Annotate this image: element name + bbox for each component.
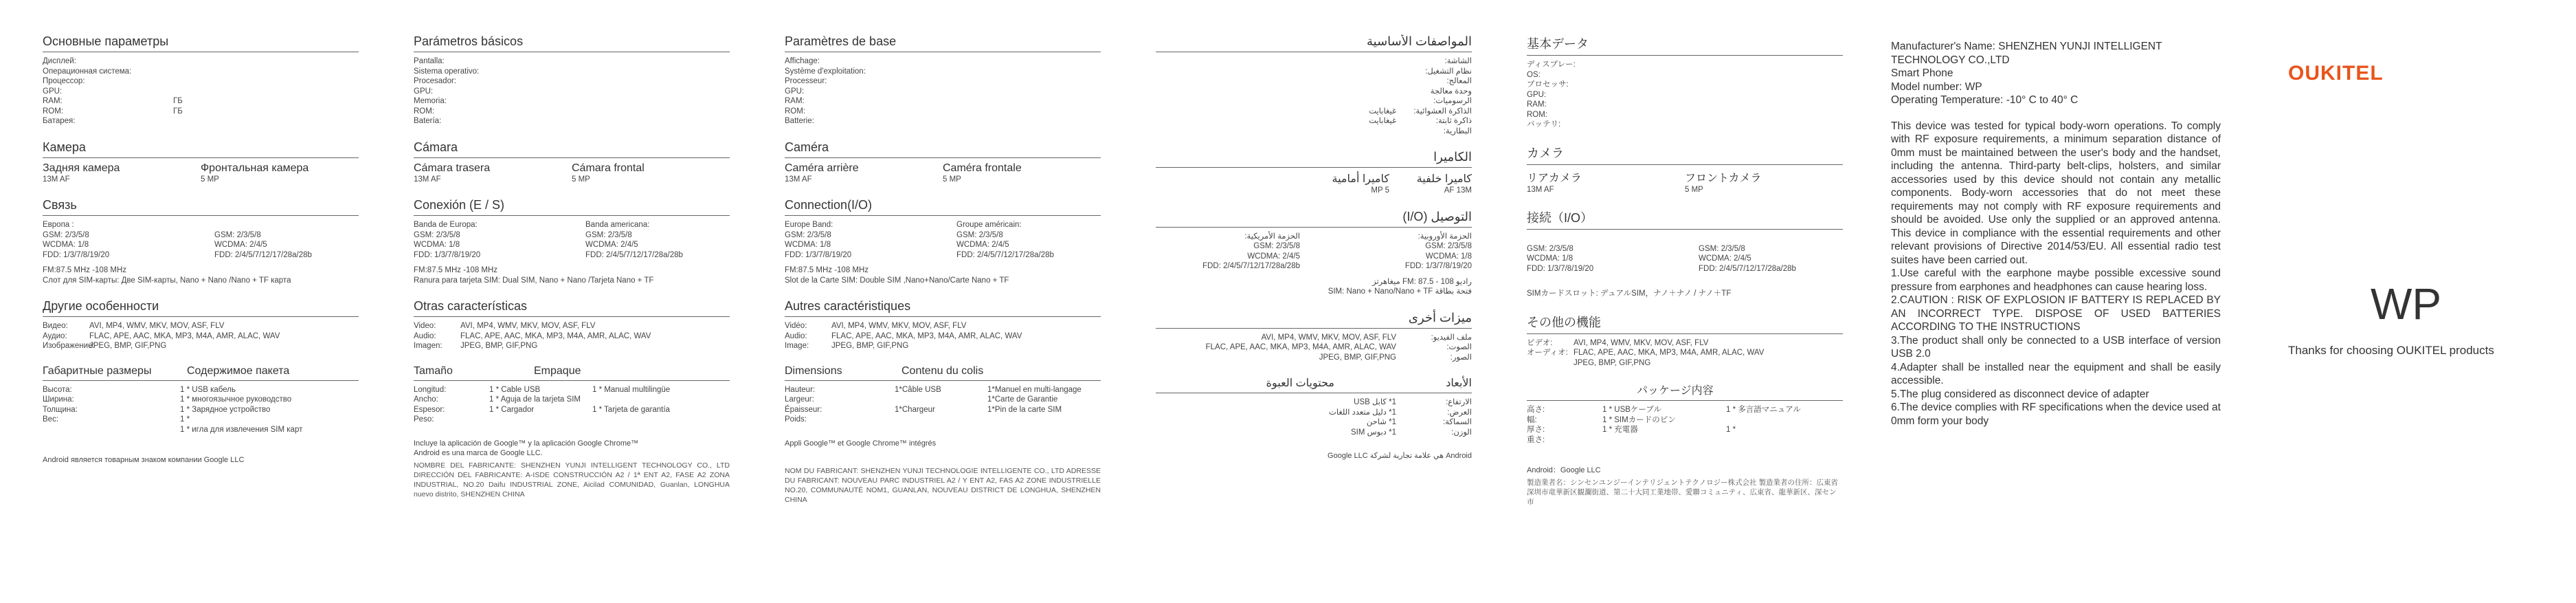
spec-label: Procesador: — [414, 77, 457, 85]
package-list: 1 * Cable USB 1 * Aguja de la tarjeta SIM 1 * Cargador — [489, 385, 581, 414]
spec-label: Affichage: — [785, 57, 820, 65]
spec-label: バッテリ: — [1527, 120, 1561, 129]
sim-slot: فتحة بطاقة SIM: Nano + Nano/Nano + TF — [1328, 287, 1472, 296]
spec-label: وحدة معالجة الرسوميات: — [1430, 87, 1472, 105]
other-features-title: Otras características — [414, 299, 528, 313]
spec-label: الشاشة: — [1444, 57, 1472, 65]
basic-params-list — [43, 56, 359, 127]
feature-label: الصوت: — [1446, 343, 1472, 351]
panel-cover — [2254, 0, 2556, 603]
rear-camera-label: リアカメラ — [1527, 172, 1582, 184]
other-features-title: ميزات أخرى — [1408, 310, 1472, 325]
band-europe: الحزمة الأوروبية: GSM: 2/3/5/8 WCDMA: 1/8 FDD: 1/3/7/8/19/20 — [1404, 232, 1472, 270]
other-features-title: その他の機能 — [1527, 315, 1601, 329]
other-features-title: Autres caractéristiques — [785, 299, 911, 313]
feature-value: JPEG, BMP, GIF,PNG — [89, 342, 167, 350]
spec-label: RAM: — [1527, 100, 1547, 109]
manufacturer-info: NOMBRE DEL FABRICANTE: SHENZHEN YUNJI INTELLIGENT TECHNOLOGY CO., LTD DIRECCIÓN DEL FABRICANTE: A-ISDE CONSTRUCCIÓN A2 / 1ª ENT A2, FASE A2 ZONA INDUSTRIAL, NO.20 Daifu INDUSTRIAL ZONE, Aicilad COMUNIDAD, Guanlan, LONGHUA nuevo distrito, SHENZHEN CHINA — [414, 461, 730, 498]
front-camera-label: Фронтальная камера — [201, 162, 309, 174]
dimensions-list: Hauteur: Largeur: Épaisseur: Poids: — [785, 385, 822, 424]
feature-value: JPEG, BMP, GIF,PNG — [460, 342, 538, 350]
google-note: Incluye la aplicación de Google™ y la aplicación Google Chrome™ — [414, 439, 639, 448]
dimensions-list: 高さ: 幅: 厚さ: 重さ: — [1527, 406, 1545, 444]
spec-label: GPU: — [43, 87, 63, 96]
front-camera-value: 5 MP — [943, 175, 961, 184]
divider — [1527, 333, 1843, 334]
panel-arabic — [1156, 34, 1472, 578]
front-camera-label: كاميرا أمامية — [1332, 173, 1389, 185]
divider — [1156, 328, 1472, 329]
spec-label: ROM: — [43, 107, 64, 116]
spec-label: GPU: — [785, 87, 805, 96]
panel-russian — [43, 34, 359, 578]
package-list-2: 1 * Manual multilingüe 1 * Tarjeta de garantía — [592, 385, 671, 414]
panel-japanese — [1527, 34, 1843, 578]
spec-label: Процессор: — [43, 77, 85, 85]
fm-range: FM:87.5 MHz -108 MHz — [43, 266, 127, 274]
thanks-message: Thanks for choosing OUKITEL products — [2288, 344, 2494, 357]
spec-label: Batería: — [414, 117, 442, 125]
warning-item: 6.The device complies with RF specifications when the device used at 0mm form your body — [1891, 402, 2221, 427]
sim-slot: Ranura para tarjeta SIM: Dual SIM, Nano + Nano /Tarjeta Nano + TF — [414, 276, 654, 285]
package-title: Содержимое пакета — [187, 364, 290, 377]
dimensions-title: Габаритные размеры — [43, 364, 152, 377]
feature-label: Аудио: — [43, 331, 67, 340]
package-list: 1 * USB кабель 1 * многоязычное руководство 1 * Зарядное устройство 1 * 1 * игла для извлечения SIM карт — [180, 385, 303, 434]
divider — [414, 316, 730, 317]
divider — [414, 215, 730, 216]
product-type: Smart Phone — [1891, 67, 1953, 79]
divider — [785, 215, 1101, 216]
divider — [43, 380, 359, 381]
trademark-note: Android es una marca de Google LLC. — [414, 448, 543, 457]
divider — [1156, 227, 1472, 228]
feature-label: Vidéo: — [785, 322, 807, 330]
feature-label: Изображение: — [43, 342, 95, 350]
spec-label: ROM: — [1527, 110, 1548, 119]
spec-label: GPU: — [1527, 90, 1547, 99]
model-name: WP — [2371, 279, 2442, 329]
band-europe: Banda de Europa: GSM: 2/3/5/8 WCDMA: 1/8 FDD: 1/3/7/8/19/20 — [414, 221, 481, 259]
spec-label: الذاكرة العشوائية: — [1413, 107, 1472, 116]
spec-label: Дисплей: — [43, 57, 76, 65]
dimensions-list: Высота: Ширина: Толщина: Вес: — [43, 385, 78, 424]
spec-label: ROM: — [785, 107, 806, 116]
fm-range: راديو FM: 87.5 - 108 ميغاهرتز — [1372, 277, 1472, 286]
spec-label: نظام التشغيل: — [1425, 67, 1472, 76]
spec-label: RAM: — [785, 97, 805, 105]
feature-value: FLAC, APE, AAC, MKA, MP3, M4A, AMR, ALAC, WAV — [1573, 349, 1765, 357]
spec-label: المعالج: — [1446, 77, 1472, 85]
dimensions-title: Tamaño — [414, 364, 453, 377]
trademark-note: Android هي علامة تجارية لشركة Google LLC — [1328, 452, 1472, 460]
feature-value: AVI, MP4, WMV, MKV, MOV, ASF, FLV — [1261, 333, 1396, 342]
model-number: Model number: WP — [1891, 80, 1982, 93]
front-camera-value: 5 MP — [1685, 185, 1703, 194]
manufacturer-name: Manufacturer's Name: SHENZHEN YUNJI INTELLIGENT TECHNOLOGY CO.,LTD — [1891, 41, 2162, 66]
band-america: Banda americana: GSM: 2/3/5/8 WCDMA: 2/4/5 FDD: 2/4/5/7/12/17/28a/28b — [585, 221, 683, 259]
camera-title: Камера — [43, 140, 86, 154]
feature-value: FLAC, APE, AAC, MKA, MP3, M4A, AMR, ALAC, WAV — [831, 331, 1022, 340]
divider — [1527, 164, 1843, 165]
band-europe: Европа : GSM: 2/3/5/8 WCDMA: 1/8 FDD: 1/3/7/8/19/20 — [43, 221, 110, 259]
feature-label: Imagen: — [414, 342, 443, 350]
front-camera-label: フロントカメラ — [1685, 172, 1762, 184]
basic-params-title: Parámetros básicos — [414, 34, 524, 48]
warning-item: 4.Adapter shall be installed near the equipment and shall be easily accessible. — [1891, 361, 2221, 386]
certification-info — [1891, 40, 2221, 107]
spec-label: Операционная система: — [43, 67, 132, 76]
basic-params-title: Paramètres de base — [785, 34, 897, 48]
rear-camera-label: كاميرا خلفية — [1416, 173, 1472, 185]
package-title: محتويات العبوة — [1266, 377, 1334, 389]
sim-slot: Slot de la Carte SIM: Double SIM ,Nano+Nano/Carte Nano + TF — [785, 276, 1009, 285]
divider — [414, 157, 730, 158]
fm-range: FM:87.5 MHz -108 MHz — [785, 266, 869, 274]
feature-value: AVI, MP4, WMV, MKV, MOV, ASF, FLV — [1573, 338, 1709, 347]
spec-label: Sistema operativo: — [414, 67, 480, 76]
manufacturer-info: NOM DU FABRICANT: SHENZHEN YUNJI TECHNOLOGIE INTELLIGENTE CO., LTD ADRESSE DU FABRICANT: NOUVEAU PARC INDUSTRIEL A2 / Y ENT A2, FAS A2 ZONE INDUSTRIELLE NO.20, COMMUNAUTÉ NOM1, GUANLAN, NOUVEAU DISTRICT DE LONGHUA, SHENZHEN CHINA — [785, 466, 1101, 504]
spec-label: OS: — [1527, 70, 1541, 79]
camera-title: الكاميرا — [1433, 150, 1472, 164]
feature-label: Video: — [414, 322, 436, 330]
feature-value: AVI, MP4, WMV, MKV, MOV, ASF, FLV — [831, 322, 967, 330]
connection-title: التوصيل (I/O) — [1402, 209, 1472, 223]
trademark-note: Android：Google LLC — [1527, 466, 1601, 474]
rear-camera-label: Cámara trasera — [414, 162, 491, 174]
basic-params-title: المواصفات الأساسية — [1366, 34, 1472, 48]
feature-value: AVI, MP4, WMV, MKV, MOV, ASF, FLV — [89, 322, 225, 330]
package-list-2: 1*Manuel en multi-langage 1*Carte de Garantie 1*Pin de la carte SIM — [987, 385, 1082, 414]
band-europe: Europe Band: GSM: 2/3/5/8 WCDMA: 1/8 FDD: 1/3/7/8/19/20 — [785, 221, 852, 259]
feature-value: AVI, MP4, WMV, MKV, MOV, ASF, FLV — [460, 322, 596, 330]
divider — [785, 316, 1101, 317]
panel-english-compliance — [1891, 40, 2221, 583]
dimensions-list: الارتفاع: العرض: السماكة: الوزن: — [1443, 398, 1472, 437]
rear-camera-label: Caméra arrière — [785, 162, 859, 174]
spec-label: GPU: — [414, 87, 434, 96]
other-features-title: Другие особенности — [43, 299, 159, 313]
spec-label: Батарея: — [43, 117, 76, 125]
connection-title: 接続（I/O） — [1527, 211, 1593, 225]
panel-french — [785, 34, 1101, 578]
divider — [43, 316, 359, 317]
feature-value: JPEG, BMP, GIF,PNG — [1573, 358, 1651, 367]
feature-label: Audio: — [785, 331, 807, 340]
feature-value: FLAC, APE, AAC, MKA, MP3, M4A, AMR, ALAC, WAV — [460, 331, 651, 340]
basic-params-title: 基本データ — [1527, 37, 1589, 51]
panel-spanish — [414, 34, 730, 578]
band-europe: GSM: 2/3/5/8 WCDMA: 1/8 FDD: 1/3/7/8/19/20 — [1527, 244, 1594, 273]
rear-camera-value: 13M AF — [414, 175, 441, 184]
brand-logo: OUKITEL — [2288, 62, 2384, 85]
warning-item: 2.CAUTION : RISK OF EXPLOSION IF BATTERY IS REPLACED BY AN INCORRECT TYPE. DISPOSE OF USED BATTERIES ACCORDING TO THE INSTRUCTIONS — [1891, 294, 2221, 333]
spec-value: ГБ — [173, 107, 183, 116]
basic-params-title: Основные параметры — [43, 34, 169, 48]
divider — [785, 157, 1101, 158]
feature-value: FLAC, APE, AAC, MKA, MP3, M4A, AMR, ALAC, WAV — [89, 331, 280, 340]
band-america: GSM: 2/3/5/8 WCDMA: 2/4/5 FDD: 2/4/5/7/12/17/28a/28b — [214, 230, 312, 259]
dimensions-list: Longitud: Ancho: Espesor: Peso: — [414, 385, 447, 424]
band-america: GSM: 2/3/5/8 WCDMA: 2/4/5 FDD: 2/4/5/7/12/17/28a/28b — [1699, 244, 1796, 273]
rf-exposure-statement: This device was tested for typical body-worn operations. To comply with RF exposure requirements, a minimum separation distance of 0mm must be maintained between the user's body and the handset, including the antenna. Third-party belt-clips, holsters, and similar accessories used by this device should not contain any metallic components. Body-worn accessories that do not meet these requirements may not comply with RF exposure requirements and should be avoided. Use only the supplied or an approved antenna. This device in compliance with the essential requirements and other relevant provisions of Directive 2014/53/EU. All essential radio test suites have been carried out. — [1891, 120, 2221, 266]
spec-label: البطارية: — [1443, 127, 1472, 135]
front-camera-value: MP 5 — [1371, 186, 1389, 195]
divider — [785, 380, 1101, 381]
spec-label: Pantalla: — [414, 57, 445, 65]
dimensions-title: Dimensions — [785, 364, 842, 377]
front-camera-value: 5 MP — [572, 175, 590, 184]
rear-camera-value: AF 13M — [1444, 186, 1472, 195]
band-america: Groupe américain: GSM: 2/3/5/8 WCDMA: 2/4/5 FDD: 2/4/5/7/12/17/28a/28b — [956, 221, 1054, 259]
dimensions-title: الأبعاد — [1446, 377, 1472, 389]
camera-title: カメラ — [1527, 146, 1564, 160]
warning-item: 3.The product shall only be connected to a USB interface of version USB 2.0 — [1891, 334, 2221, 360]
spec-label: Processeur: — [785, 77, 827, 85]
operating-temperature: Operating Temperature: -10° C to 40° C — [1891, 94, 2079, 106]
divider — [1156, 167, 1472, 168]
connection-title: Connection(I/O) — [785, 198, 873, 212]
rear-camera-value: 13M AF — [785, 175, 812, 184]
spec-value: غيغابايت — [1369, 107, 1396, 116]
divider — [43, 215, 359, 216]
front-camera-label: Cámara frontal — [572, 162, 645, 174]
band-america: الحزمة الأمريكية: GSM: 2/3/5/8 WCDMA: 2/4/5 FDD: 2/4/5/7/12/17/28a/28b — [1202, 232, 1300, 270]
divider — [43, 157, 359, 158]
safety-warnings — [1891, 267, 2221, 428]
front-camera-label: Caméra frontale — [943, 162, 1022, 174]
sim-slot: SIMカードスロット: デュアルSIM，ナノ＋ナノ / ナノ＋TF — [1527, 289, 1732, 298]
divider — [1527, 400, 1843, 401]
feature-label: Image: — [785, 342, 809, 350]
feature-label: ملف الفيديو: — [1431, 333, 1472, 342]
package-title: Contenu du colis — [901, 364, 984, 377]
feature-value: JPEG, BMP, GIF,PNG — [831, 342, 909, 350]
spec-label: ディスプレー: — [1527, 61, 1576, 69]
spec-label: Memoria: — [414, 97, 447, 105]
google-note: Appli Google™ et Google Chrome™ intégrés — [785, 439, 937, 448]
feature-label: ビデオ: — [1527, 338, 1553, 347]
feature-value: JPEG, BMP, GIF,PNG — [1319, 353, 1396, 362]
divider — [1527, 55, 1843, 56]
sim-slot: Слот для SIM-карты: Две SIM-карты, Nano + Nano /Nano + TF карта — [43, 276, 291, 285]
spec-value: غيغابايت — [1369, 117, 1396, 125]
package-title: パッケージ内容 — [1637, 385, 1714, 397]
feature-label: オーディオ: — [1527, 349, 1568, 357]
spec-label: プロセッサ: — [1527, 80, 1569, 89]
spec-label: RAM: — [43, 97, 63, 105]
package-list: 1*Câble USB 1*Chargeur — [895, 385, 941, 414]
connection-title: Связь — [43, 198, 77, 212]
warning-item: 5.The plug considered as disconnect device of adapter — [1891, 388, 2149, 400]
rear-camera-value: 13M AF — [1527, 185, 1554, 194]
divider — [414, 380, 730, 381]
rear-camera-label: Задняя камера — [43, 162, 120, 174]
spec-label: ذاكرة ثابتة: — [1435, 117, 1472, 125]
package-list: 1 * USBケーブル 1 * SIMカードのピン 1 * 充電器 — [1602, 406, 1676, 434]
spec-label: ROM: — [414, 107, 435, 116]
package-list-2: 1 * 多言語マニュアル 1 * — [1726, 406, 1801, 434]
fm-range: FM:87.5 MHz -108 MHz — [414, 266, 498, 274]
feature-label: Audio: — [414, 331, 436, 340]
warning-item: 1.Use careful with the earphone maybe possible excessive sound pressure from earphones and headphones can cause hearing loss. — [1891, 267, 2221, 293]
spec-value: ГБ — [173, 97, 183, 105]
feature-label: Видео: — [43, 322, 68, 330]
trademark-note: Android является товарным знаком компании Google LLC — [43, 456, 245, 464]
front-camera-value: 5 MP — [201, 175, 219, 184]
spec-label: Batterie: — [785, 117, 814, 125]
connection-title: Conexión (E / S) — [414, 198, 505, 212]
camera-title: Caméra — [785, 140, 829, 154]
feature-label — [1527, 358, 1573, 369]
package-title: Empaque — [534, 364, 581, 377]
rear-camera-value: 13M AF — [43, 175, 70, 184]
camera-title: Cámara — [414, 140, 458, 154]
spec-label: Système d'exploitation: — [785, 67, 866, 76]
feature-value: FLAC, APE, AAC, MKA, MP3, M4A, AMR, ALAC, WAV — [1205, 343, 1396, 351]
manufacturer-info: 製造業者名：シンセンユンジーインテリジェントテクノロジー株式会社 製造業者の住所：広東省深圳市竜華新区観瀾街道、第二十大同工業地帯、愛聯コミュニティ、広東省、龍華新区、深セン市 — [1527, 479, 1839, 506]
feature-label: الصور: — [1450, 353, 1472, 362]
package-list: 1* كابل USB 1* دليل متعدد اللغات 1* شاحن 1* دبوس SIM — [1329, 398, 1396, 437]
divider — [1527, 229, 1843, 230]
